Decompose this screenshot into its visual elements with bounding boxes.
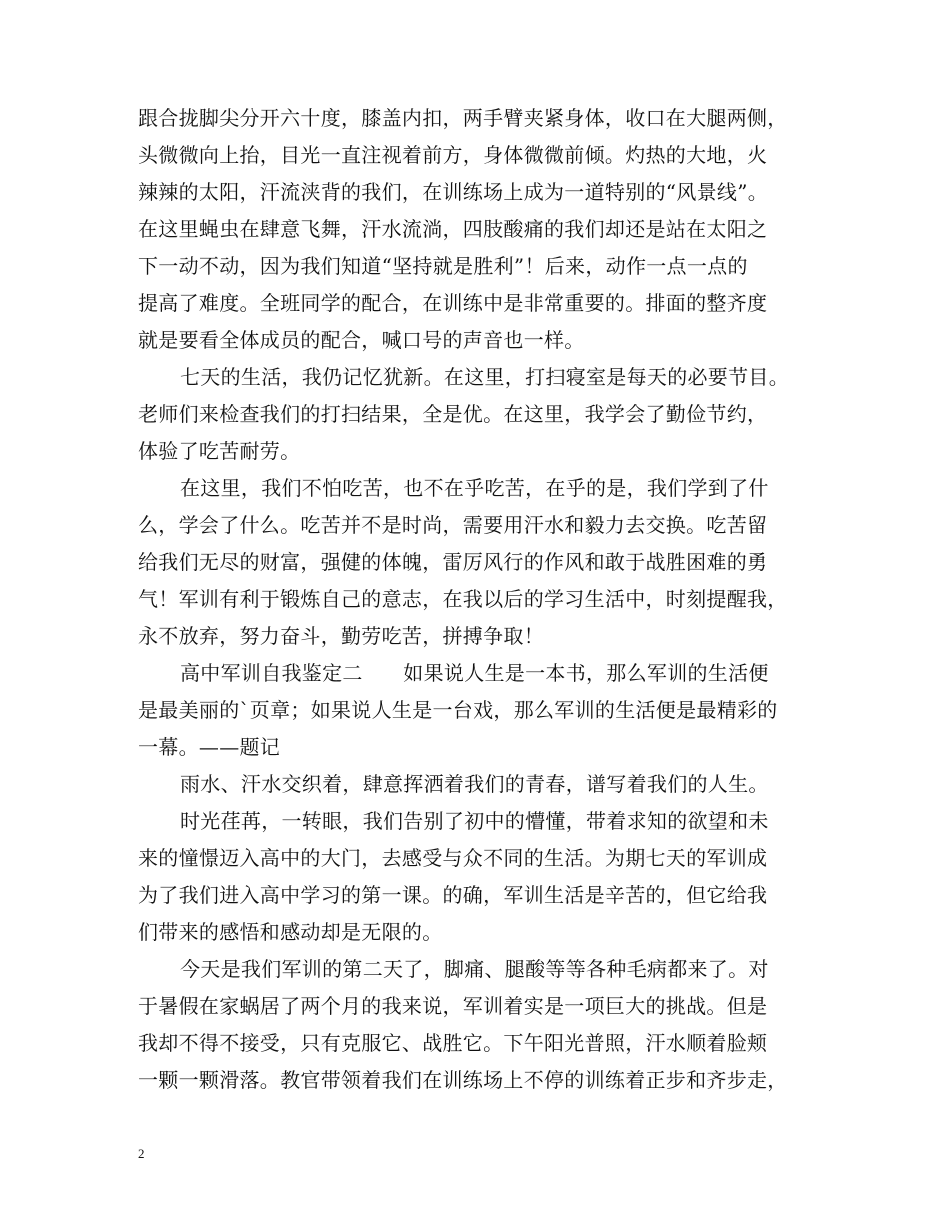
text-line: 提高了难度。全班同学的配合，在训练中是非常重要的。排面的整齐度 bbox=[138, 291, 768, 315]
text-line: 就是要看全体成员的配合，喊口号的声音也一样。 bbox=[138, 328, 585, 352]
text-line: 在这里，我们不怕吃苦，也不在乎吃苦，在乎的是，我们学到了什 bbox=[180, 476, 769, 500]
text-line: 今天是我们军训的第二天了，脚痛、腿酸等等各种毛病都来了。对 bbox=[180, 957, 769, 981]
body-text bbox=[138, 100, 838, 1099]
text-line: 于暑假在家蜗居了两个月的我来说，军训着实是一项巨大的挑战。但是 bbox=[138, 994, 768, 1018]
text-line: 一颗一颗滑落。教官带领着我们在训练场上不停的训练着正步和齐步走， bbox=[138, 1068, 788, 1092]
text-line: 来的憧憬迈入高中的大门，去感受与众不同的生活。为期七天的军训成 bbox=[138, 846, 768, 870]
text-line: 雨水、汗水交织着，肆意挥洒着我们的青春，谱写着我们的人生。 bbox=[180, 772, 769, 796]
page-number: 2 bbox=[138, 1146, 145, 1161]
text-line: 高中军训自我鉴定二 如果说人生是一本书，那么军训的生活便 bbox=[180, 661, 769, 685]
text-line: 时光荏苒，一转眼，我们告别了初中的懵懂，带着求知的欲望和未 bbox=[180, 809, 769, 833]
text-line: 在这里蝇虫在肆意飞舞，汗水流淌，四肢酸痛的我们却还是站在太阳之 bbox=[138, 217, 768, 241]
text-line: 么，学会了什么。吃苦并不是时尚，需要用汗水和毅力去交换。吃苦留 bbox=[138, 513, 768, 537]
text-line: 老师们来检查我们的打扫结果，全是优。在这里，我学会了勤俭节约， bbox=[138, 402, 768, 426]
text-line: 体验了吃苦耐劳。 bbox=[138, 439, 301, 463]
text-line: 气！军训有利于锻炼自己的意志，在我以后的学习生活中，时刻提醒我， bbox=[138, 587, 788, 611]
text-line: 一幕。——题记 bbox=[138, 735, 281, 759]
text-line: 为了我们进入高中学习的第一课。的确，军训生活是辛苦的，但它给我 bbox=[138, 883, 768, 907]
text-line: 七天的生活，我仍记忆犹新。在这里，打扫寝室是每天的必要节目。 bbox=[180, 365, 789, 389]
text-line: 永不放弃，努力奋斗，勤劳吃苦，拼搏争取！ bbox=[138, 624, 544, 648]
text-line: 我却不得不接受，只有克服它、战胜它。下午阳光普照，汗水顺着脸颊 bbox=[138, 1031, 768, 1055]
text-line: 头微微向上抬，目光一直注视着前方，身体微微前倾。灼热的大地，火 bbox=[138, 143, 768, 167]
text-line: 是最美丽的`页章；如果说人生是一台戏，那么军训的生活便是最精彩的 bbox=[138, 698, 778, 722]
text-line: 下一动不动，因为我们知道“坚持就是胜利”！后来，动作一点一点的 bbox=[138, 254, 748, 278]
text-line: 们带来的感悟和感动却是无限的。 bbox=[138, 920, 443, 944]
text-line: 给我们无尽的财富，强健的体魄，雷厉风行的作风和敢于战胜困难的勇 bbox=[138, 550, 768, 574]
text-line: 辣辣的太阳，汗流浃背的我们，在训练场上成为一道特别的“风景线”。 bbox=[138, 180, 769, 204]
text-line: 跟合拢脚尖分开六十度，膝盖内扣，两手臂夹紧身体，收口在大腿两侧， bbox=[138, 106, 788, 130]
